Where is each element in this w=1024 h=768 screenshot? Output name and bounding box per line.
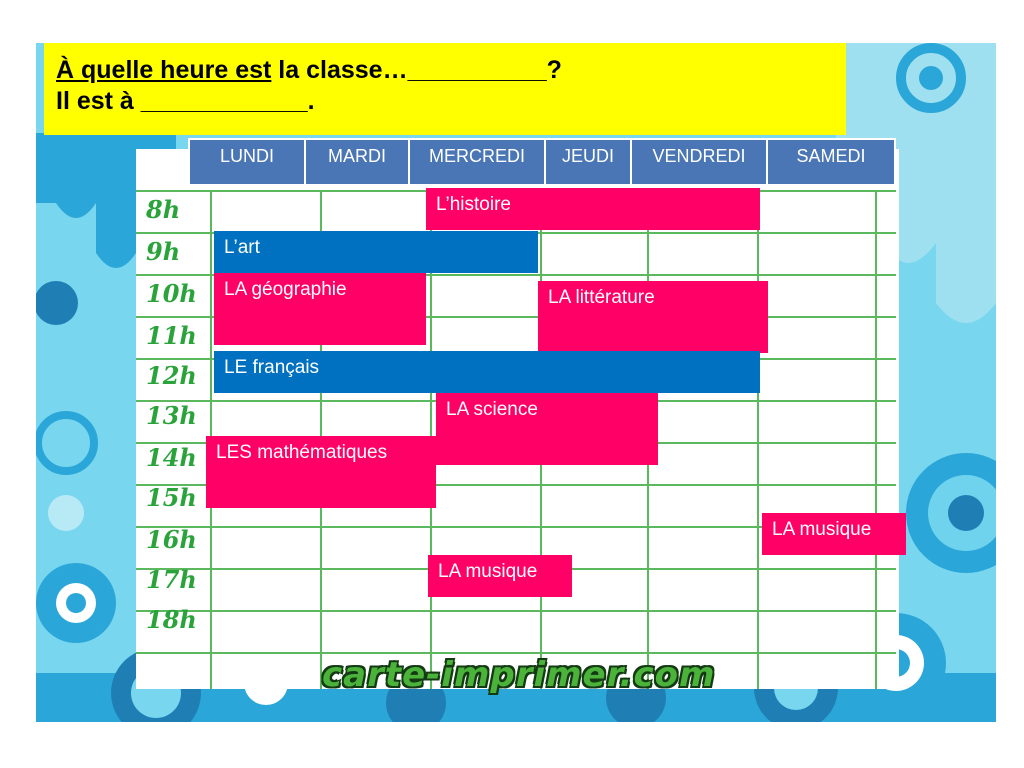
class-block: LA musique (428, 555, 572, 597)
class-block: L’histoire (426, 188, 760, 230)
class-block: LES mathématiques (206, 436, 436, 508)
day-header-row (188, 138, 896, 190)
day-header-cell: LUNDI (190, 140, 306, 184)
hour-label: 10h (146, 279, 197, 308)
question-box (44, 43, 846, 135)
question-underlined-text: À quelle heure est (56, 56, 272, 84)
hour-label: 14h (146, 443, 197, 472)
hour-label: 11h (146, 321, 197, 350)
class-block: LA géographie (214, 273, 426, 345)
hour-label: 16h (146, 525, 197, 554)
class-block: L’art (214, 231, 538, 273)
class-block: LA science (436, 393, 658, 465)
question-rest-text: la classe…__________? (271, 56, 562, 84)
class-block: LE français (214, 351, 760, 393)
hour-label: 13h (146, 401, 197, 430)
day-header-cell: MARDI (306, 140, 410, 184)
class-block: LA musique (762, 513, 906, 555)
slide (36, 43, 996, 722)
hour-label: 8h (146, 195, 181, 224)
hour-label: 18h (146, 605, 197, 634)
class-block: LA littérature (538, 281, 768, 353)
day-header-cell: MERCREDI (410, 140, 546, 184)
hour-label: 17h (146, 565, 197, 594)
question-line-1 (56, 55, 846, 86)
day-header-cell: JEUDI (546, 140, 632, 184)
day-header-cell: SAMEDI (768, 140, 894, 184)
hour-label: 15h (146, 483, 197, 512)
day-header-cell: VENDREDI (632, 140, 768, 184)
watermark: carte-imprimer.com (322, 655, 716, 695)
hour-label: 12h (146, 361, 197, 390)
question-line-2: Il est à ____________. (56, 87, 315, 115)
hour-label: 9h (146, 237, 181, 266)
